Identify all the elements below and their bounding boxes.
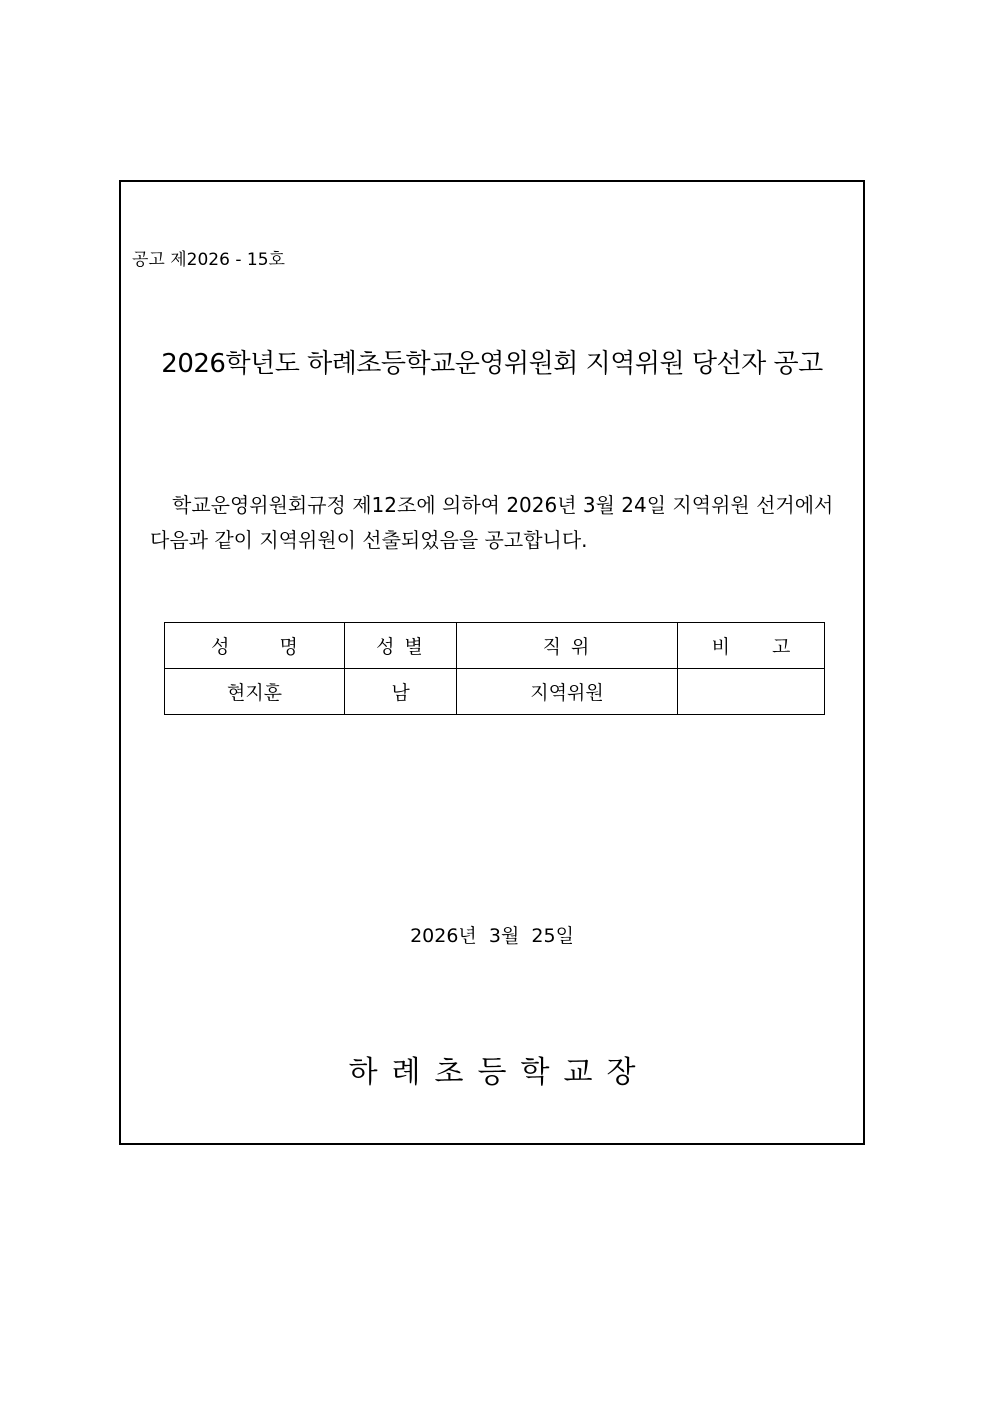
header-name: 성 명 [165, 623, 345, 669]
issuer-signature: 하례초등학교장 [348, 1055, 650, 1090]
cell-gender: 남 [345, 669, 457, 715]
elected-members-table [164, 622, 825, 715]
cell-name: 현지훈 [165, 669, 345, 715]
header-gender: 성 별 [345, 623, 457, 669]
header-remarks: 비 고 [678, 623, 825, 669]
notice-number: 공고 제2026 - 15호 [132, 250, 285, 270]
header-position: 직 위 [457, 623, 678, 669]
page-title: 2026학년도 하례초등학교운영위원회 지역위원 당선자 공고 [161, 349, 823, 379]
announcement-date: 2026년 3월 25일 [410, 925, 574, 947]
table-row [165, 669, 825, 715]
cell-remarks [678, 669, 825, 715]
table-header-row [165, 623, 825, 669]
cell-position: 지역위원 [457, 669, 678, 715]
announcement-line-1: 학교운영위원회규정 제12조에 의하여 2026년 3월 24일 지역위원 선거에서 [172, 493, 834, 517]
announcement-body [150, 488, 850, 558]
announcement-line-2: 다음과 같이 지역위원이 선출되었음을 공고합니다. [150, 528, 588, 552]
